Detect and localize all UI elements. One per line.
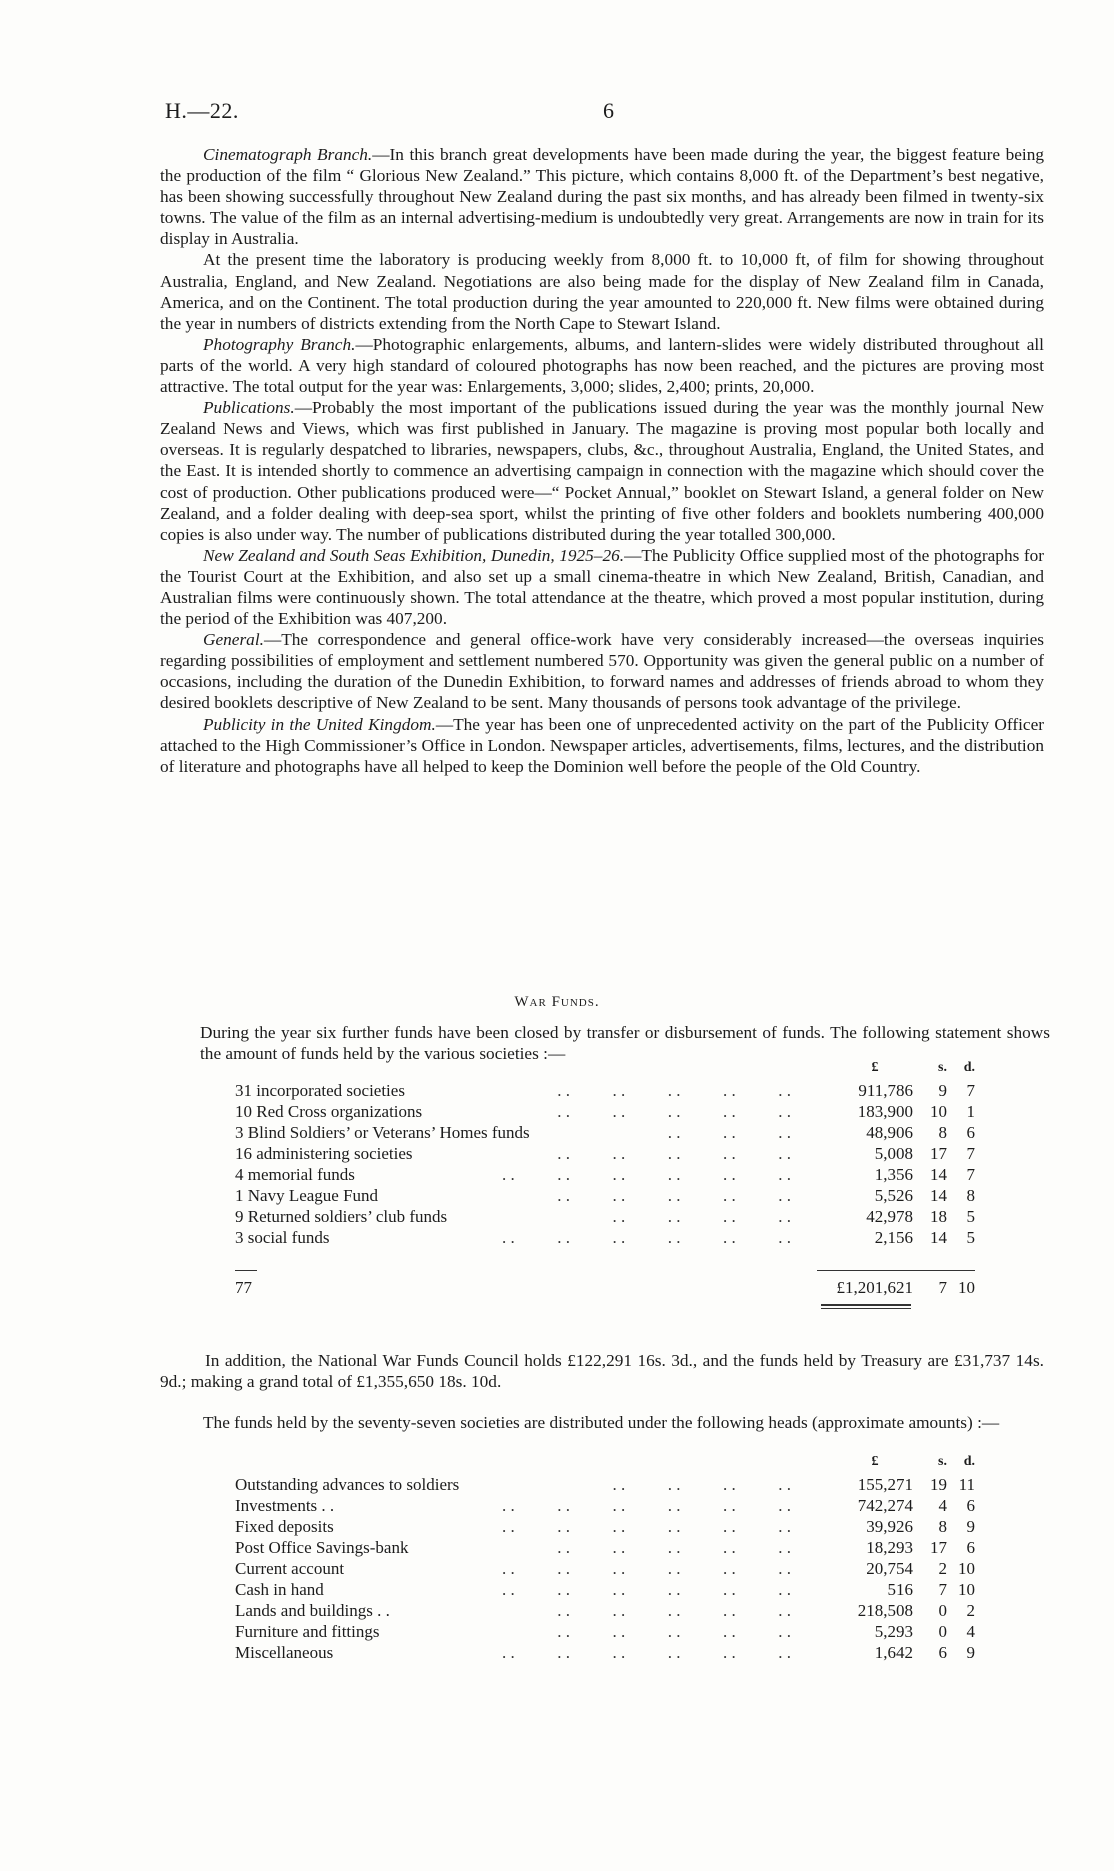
total-pence: 10 bbox=[958, 1278, 975, 1297]
paragraph-lead: Publicity in the United Kingdom. bbox=[203, 714, 436, 734]
table-row bbox=[235, 1643, 975, 1664]
row-pence: 11 bbox=[958, 1475, 975, 1494]
leader-dots: . . . . . . . . . . . . bbox=[502, 1228, 791, 1247]
row-pence: 4 bbox=[966, 1622, 975, 1641]
row-shillings: 17 bbox=[930, 1144, 947, 1163]
table-row bbox=[235, 1538, 975, 1559]
row-shillings: 18 bbox=[930, 1207, 947, 1226]
row-pence: 1 bbox=[966, 1102, 975, 1121]
row-shillings: 14 bbox=[930, 1228, 947, 1247]
row-pence: 7 bbox=[966, 1144, 975, 1163]
row-pence: 5 bbox=[966, 1207, 975, 1226]
leader-dots: . . . . . . . . . . bbox=[557, 1538, 791, 1557]
row-pence: 10 bbox=[958, 1580, 975, 1599]
row-pence: 8 bbox=[966, 1186, 975, 1205]
paragraph-text: —The year has been one of unprecedented activity on the part of the Publicity Officer attached to the High Commissioner’s Office in London. Newspaper articles, advertisements, films, lectures, and the distribution of literature and photographs have all helped to keep the Dominion well before the people of the Old Country. bbox=[160, 714, 1045, 776]
row-pounds: 48,906 bbox=[866, 1123, 913, 1142]
row-label: 4 memorial funds bbox=[235, 1165, 355, 1184]
fund-heads-table bbox=[235, 1454, 975, 1664]
total-count: 77 bbox=[235, 1278, 252, 1297]
table-row bbox=[235, 1186, 975, 1207]
paragraph-text: —In this branch great developments have been made during the year, the biggest feature being the production of the film “ Glorious New Zealand.” This picture, which contains 8,000 ft. of the Department’s best negative, has been showing successfully throughout New Zealand during the past six months, and has already been filmed in twenty-six towns. The value of the film as an internal advertising-medium is undoubtedly very great. Arrangements are now in train for its display in Australia. bbox=[160, 145, 1044, 249]
leader-dots: . . . . . . . . . . bbox=[557, 1601, 791, 1620]
row-shillings: 14 bbox=[930, 1186, 947, 1205]
table-row bbox=[235, 1601, 975, 1622]
leader-dots: . . . . . . . . . . . . bbox=[502, 1496, 791, 1515]
paragraph-lead: New Zealand and South Seas Exhibition, Dunedin, 1925–26. bbox=[203, 545, 625, 565]
row-pence: 6 bbox=[966, 1538, 975, 1557]
row-pence: 5 bbox=[966, 1228, 975, 1247]
table-row bbox=[235, 1102, 975, 1123]
row-pounds: 39,926 bbox=[866, 1517, 913, 1536]
table-row bbox=[235, 1517, 975, 1538]
pounds-column-header: £ bbox=[871, 1060, 879, 1075]
row-pounds: 1,356 bbox=[874, 1165, 913, 1184]
table-row bbox=[235, 1622, 975, 1643]
table-row bbox=[235, 1580, 975, 1601]
row-pence: 7 bbox=[966, 1081, 975, 1100]
table-row bbox=[235, 1559, 975, 1580]
row-shillings: 2 bbox=[938, 1559, 947, 1578]
leader-dots: . . . . . . . . . . bbox=[557, 1144, 791, 1163]
row-pence: 9 bbox=[966, 1643, 975, 1662]
table-row bbox=[235, 1081, 975, 1102]
shillings-column-header: s. bbox=[938, 1060, 947, 1075]
leader-dots: . . . . . . . . . . bbox=[557, 1622, 791, 1641]
row-shillings: 17 bbox=[930, 1538, 947, 1557]
row-pounds: 5,526 bbox=[874, 1186, 913, 1205]
row-shillings: 7 bbox=[938, 1580, 947, 1599]
paragraph-laboratory bbox=[160, 249, 1044, 333]
paragraph-publications bbox=[160, 397, 1044, 545]
row-shillings: 14 bbox=[930, 1165, 947, 1184]
leader-dots: . . . . . . . . . . . . bbox=[502, 1559, 791, 1578]
total-pounds: £1,201,621 bbox=[836, 1278, 913, 1297]
row-label: 3 social funds bbox=[235, 1228, 330, 1247]
fund-heads-rows bbox=[235, 1475, 975, 1664]
row-pounds: 2,156 bbox=[874, 1228, 913, 1247]
pence-column-header: d. bbox=[963, 1454, 975, 1469]
row-pounds: 155,271 bbox=[857, 1475, 913, 1494]
leader-dots: . . . . . . . . . . bbox=[557, 1186, 791, 1205]
paragraph-text: —The Publicity Office supplied most of the photographs for the Tourist Court at the Exhibition, and also set up a small cinema-theatre in which New Zealand, British, Canadian, and Australian films were continuously shown. The total attendance at the theatre, which proved a most popular institution, during the period of the Exhibition was 407,200. bbox=[160, 545, 1045, 629]
row-pence: 10 bbox=[958, 1559, 975, 1578]
total-shillings: 7 bbox=[938, 1278, 947, 1297]
table-header-row bbox=[235, 1454, 975, 1475]
row-pence: 6 bbox=[966, 1123, 975, 1142]
row-shillings: 0 bbox=[938, 1622, 947, 1641]
row-pence: 9 bbox=[966, 1517, 975, 1536]
table-row bbox=[235, 1165, 975, 1186]
total-row bbox=[235, 1278, 975, 1299]
leader-dots: . . . . . . . . bbox=[612, 1475, 791, 1494]
pounds-column-header: £ bbox=[871, 1454, 879, 1469]
war-funds-table bbox=[235, 1060, 975, 1297]
paragraph-text: —The correspondence and general office-work have very considerably increased—the overseas inquiries regarding possibilities of employment and settlement numbered 570. Opportunity was given the general public on a number of occasions, including the duration of the Dunedin Exhibition, to forward names and addresses of friends abroad to whom they desired booklets descriptive of New Zealand to be sent. Many thousands of persons took advantage of the privilege. bbox=[160, 630, 1044, 713]
pence-column-header: d. bbox=[963, 1060, 975, 1075]
row-shillings: 8 bbox=[938, 1123, 947, 1142]
total-rule-right bbox=[817, 1270, 975, 1271]
row-pence: 6 bbox=[966, 1496, 975, 1515]
table-row bbox=[235, 1207, 975, 1228]
paragraph-photography bbox=[160, 334, 1044, 397]
row-label: Investments . . bbox=[235, 1496, 335, 1515]
row-shillings: 6 bbox=[938, 1643, 947, 1662]
leader-dots: . . . . . . . . . . . . bbox=[502, 1165, 791, 1184]
row-label: Miscellaneous bbox=[235, 1643, 334, 1662]
row-label: Cash in hand bbox=[235, 1580, 324, 1599]
row-label: 31 incorporated societies bbox=[235, 1081, 405, 1100]
paragraph-text: At the present time the laboratory is producing weekly from 8,000 ft. to 10,000 ft, of film for showing throughout Australia, England, and New Zealand. Negotiations are also being made for the display of New Zealand film in Canada, America, and on the Continent. The total production during the year amounted to 220,000 ft. New films were obtained during the year in numbers of districts extending from the North Cape to Stewart Island. bbox=[160, 250, 1044, 333]
table-row bbox=[235, 1123, 975, 1144]
total-rule-left bbox=[235, 1270, 257, 1271]
war-funds-heading: War Funds. bbox=[514, 994, 600, 1010]
row-pounds: 5,293 bbox=[874, 1622, 913, 1641]
row-pounds: 18,293 bbox=[866, 1538, 913, 1557]
row-pounds: 5,008 bbox=[874, 1144, 913, 1163]
row-pounds: 516 bbox=[887, 1580, 913, 1599]
table-header-row bbox=[235, 1060, 975, 1081]
paragraph-united-kingdom bbox=[160, 714, 1044, 777]
paragraph-exhibition bbox=[160, 545, 1044, 629]
row-label: 9 Returned soldiers’ club funds bbox=[235, 1207, 448, 1226]
paragraph-text: —Probably the most important of the publications issued during the year was the monthly journal New Zealand News and Views, which was first published in January. The magazine is proving most popular both locally and overseas. It is regularly despatched to libraries, newspapers, clubs, &c., throughout Australia, England, the United States, and the East. It is intended shortly to commence an advertising campaign in connection with the magazine which should cover the cost of production. Other publications produced were—“ Pocket Annual,” booklet on Stewart Island, a general folder on New Zealand, and a folder dealing with deep-sea sport, whilst the printing of five other folders and booklets numbering 400,000 copies is also under way. The number of publications distributed during the year totalled 300,000. bbox=[160, 398, 1044, 544]
row-pence: 2 bbox=[966, 1601, 975, 1620]
report-body bbox=[160, 144, 1044, 777]
row-label: Current account bbox=[235, 1559, 345, 1578]
funds-heads-intro: The funds held by the seventy-seven societies are distributed under the following heads (approximate amounts) :— bbox=[203, 1413, 1000, 1432]
row-pounds: 218,508 bbox=[857, 1601, 913, 1620]
leader-dots: . . . . . . . . . . bbox=[557, 1102, 791, 1121]
paragraph-lead: Publications. bbox=[203, 398, 295, 418]
paragraph-lead: Cinematograph Branch. bbox=[203, 145, 373, 164]
total-double-rule bbox=[821, 1304, 911, 1306]
paragraph-general bbox=[160, 629, 1044, 713]
leader-dots: . . . . . . . . . . bbox=[557, 1081, 791, 1100]
row-label: Outstanding advances to soldiers bbox=[235, 1475, 460, 1494]
paragraph-cinematograph bbox=[160, 144, 1044, 249]
leader-dots: . . . . . . . . bbox=[612, 1207, 791, 1226]
row-shillings: 10 bbox=[930, 1102, 947, 1121]
row-shillings: 19 bbox=[930, 1475, 947, 1494]
row-label: Fixed deposits bbox=[235, 1517, 334, 1536]
row-label: 3 Blind Soldiers’ or Veterans’ Homes funds bbox=[235, 1123, 530, 1142]
table-row bbox=[235, 1475, 975, 1496]
row-label: 1 Navy League Fund bbox=[235, 1186, 379, 1205]
row-pounds: 20,754 bbox=[866, 1559, 913, 1578]
leader-dots: . . . . . . . . . . . . bbox=[502, 1580, 791, 1599]
row-label: 16 administering societies bbox=[235, 1144, 413, 1163]
page-number: 6 bbox=[603, 98, 614, 123]
table-row bbox=[235, 1144, 975, 1165]
leader-dots: . . . . . . bbox=[667, 1123, 791, 1142]
row-pounds: 183,900 bbox=[857, 1102, 913, 1121]
row-pounds: 911,786 bbox=[858, 1081, 913, 1100]
row-label: 10 Red Cross organizations bbox=[235, 1102, 423, 1121]
page-header bbox=[165, 98, 965, 128]
paragraph-lead: Photography Branch. bbox=[203, 334, 356, 354]
war-funds-rows bbox=[235, 1081, 975, 1249]
shillings-column-header: s. bbox=[938, 1454, 947, 1469]
table-row bbox=[235, 1496, 975, 1517]
row-shillings: 0 bbox=[938, 1601, 947, 1620]
war-funds-addition: In addition, the National War Funds Council holds £122,291 16s. 3d., and the funds held by Treasury are £31,737 14s. 9d.; making a grand total of £1,355,650 18s. 10d. bbox=[160, 1351, 1044, 1392]
table-row bbox=[235, 1228, 975, 1249]
row-pounds: 1,642 bbox=[874, 1643, 913, 1662]
paragraph-text: —Photographic enlargements, albums, and lantern-slides were widely distributed throughout all parts of the world. A very high standard of coloured photographs has now been reached, and the pictures are proving most attractive. The total output for the year was: Enlargements, 3,000; slides, 2,400; prints, 20,000. bbox=[160, 334, 1044, 397]
row-label: Post Office Savings-bank bbox=[235, 1538, 409, 1557]
row-label: Furniture and fittings bbox=[235, 1622, 380, 1641]
total-double-rule-lower bbox=[821, 1308, 911, 1309]
paragraph-lead: General. bbox=[203, 630, 264, 650]
row-pounds: 42,978 bbox=[866, 1207, 913, 1226]
leader-dots: . . . . . . . . . . . . bbox=[502, 1643, 791, 1662]
leader-dots: . . . . . . . . . . . . bbox=[502, 1517, 791, 1536]
row-pounds: 742,274 bbox=[857, 1496, 913, 1515]
row-shillings: 9 bbox=[938, 1081, 947, 1100]
document-reference: H.—22. bbox=[165, 98, 239, 123]
row-shillings: 8 bbox=[938, 1517, 947, 1536]
row-label: Lands and buildings . . bbox=[235, 1601, 390, 1620]
war-funds-intro: During the year six further funds have been closed by transfer or disbursement of funds. The following statement shows the amount of funds held by the various societies :— bbox=[200, 1023, 1050, 1064]
row-pence: 7 bbox=[966, 1165, 975, 1184]
row-shillings: 4 bbox=[938, 1496, 947, 1515]
